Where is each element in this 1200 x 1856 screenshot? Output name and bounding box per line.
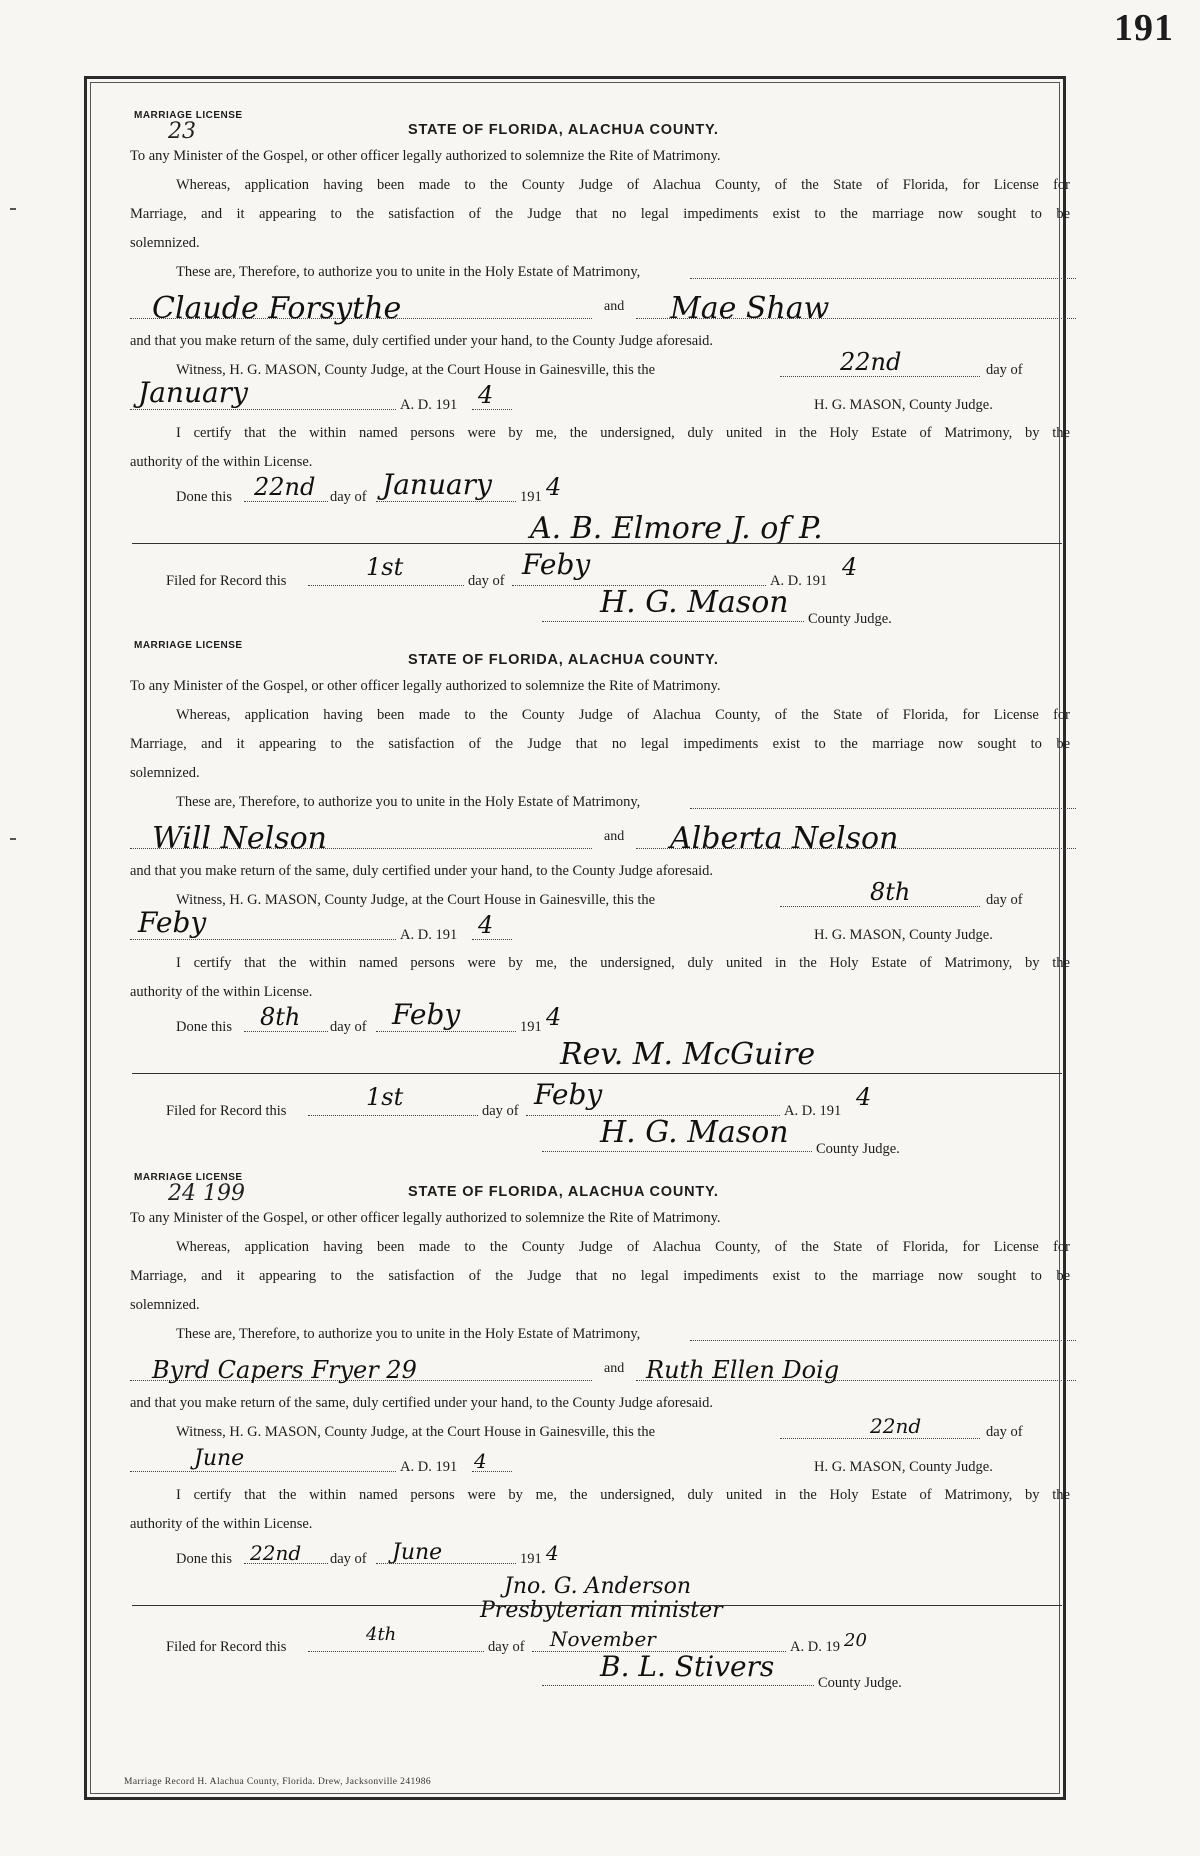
done-month: June bbox=[392, 1540, 443, 1565]
margin-mark bbox=[10, 838, 16, 840]
dotted-rule bbox=[690, 278, 1076, 279]
day-of-label: day of bbox=[986, 892, 1023, 908]
groom-name: Will Nelson bbox=[152, 821, 328, 856]
dotted-rule bbox=[780, 376, 980, 377]
certify-line: I certify that the within named persons were by me, the undersigned, duly united in the Holy Estate of Matrimony, by the bbox=[176, 425, 1070, 441]
ad-label: A. D. 191 bbox=[400, 397, 458, 413]
filed-label: Filed for Record this bbox=[166, 1639, 287, 1655]
filed-year: 4 bbox=[856, 1083, 872, 1111]
officiant-signature: Jno. G. Anderson bbox=[504, 1574, 691, 1599]
marriage-license-record bbox=[130, 1172, 1070, 1695]
ad-label: A. D. 191 bbox=[400, 927, 458, 943]
witness-year: 4 bbox=[478, 911, 494, 939]
dotted-rule bbox=[308, 1651, 484, 1652]
done-year: 4 bbox=[546, 1003, 562, 1031]
dotted-rule bbox=[472, 409, 512, 410]
address-line: To any Minister of the Gospel, or other officer legally authorized to solemnize the Rite of Matrimony. bbox=[130, 678, 721, 694]
whereas-line: Marriage, and it appearing to the satisfaction of the Judge that no legal impediments exist to the marriage now sought to be bbox=[130, 206, 1070, 222]
done-this-label: Done this bbox=[176, 489, 232, 505]
whereas-line: Marriage, and it appearing to the satisfaction of the Judge that no legal impediments exist to the marriage now sought to be bbox=[130, 736, 1070, 752]
dotted-rule bbox=[542, 1685, 814, 1686]
bride-name: Mae Shaw bbox=[670, 291, 830, 326]
done-year-prefix: 191 bbox=[520, 1551, 542, 1567]
whereas-line: Whereas, application having been made to the County Judge of Alachua County, of the State of Florida, for License for bbox=[176, 177, 1070, 193]
names-row bbox=[130, 287, 1070, 327]
groom-name: Byrd Capers Fryer 29 bbox=[152, 1356, 417, 1384]
witness-day: 8th bbox=[870, 878, 911, 906]
address-line: To any Minister of the Gospel, or other officer legally authorized to solemnize the Rite of Matrimony. bbox=[130, 148, 721, 164]
ad-label: A. D. 191 bbox=[400, 1459, 458, 1475]
license-number: 24 199 bbox=[168, 1181, 245, 1206]
dotted-rule bbox=[542, 1151, 812, 1152]
and-word: and bbox=[604, 1361, 625, 1376]
certify-line: authority of the within License. bbox=[130, 984, 313, 1000]
whereas-line: Whereas, application having been made to the County Judge of Alachua County, of the State of Florida, for License for bbox=[176, 707, 1070, 723]
certify-line: authority of the within License. bbox=[130, 1516, 313, 1532]
witness-day: 22nd bbox=[840, 348, 902, 376]
dotted-rule bbox=[308, 585, 464, 586]
dotted-rule bbox=[130, 409, 396, 410]
whereas-line: solemnized. bbox=[130, 1297, 200, 1313]
filed-signature: B. L. Stivers bbox=[600, 1650, 775, 1683]
margin-mark bbox=[10, 208, 16, 210]
county-judge-label: County Judge. bbox=[818, 1675, 902, 1691]
witness-month: June bbox=[194, 1446, 245, 1471]
officiant-signature: Rev. M. McGuire bbox=[560, 1037, 816, 1072]
dotted-rule bbox=[244, 1031, 328, 1032]
done-day-of-label: day of bbox=[330, 1551, 367, 1567]
filed-month: Feby bbox=[522, 548, 591, 581]
license-title: STATE OF FLORIDA, ALACHUA COUNTY. bbox=[408, 1184, 719, 1200]
judge-printed-signature: H. G. MASON, County Judge. bbox=[814, 1459, 993, 1475]
dotted-rule bbox=[542, 621, 804, 622]
filed-month: November bbox=[550, 1627, 656, 1651]
whereas-line: solemnized. bbox=[130, 235, 200, 251]
return-clause: and that you make return of the same, duly certified under your hand, to the County Judge aforesaid. bbox=[130, 333, 714, 349]
bride-name: Ruth Ellen Doig bbox=[646, 1356, 840, 1384]
filed-year: 4 bbox=[842, 553, 858, 581]
filed-label: Filed for Record this bbox=[166, 1103, 287, 1119]
footer-imprint: Marriage Record H. Alachua County, Florida. Drew, Jacksonville 241986 bbox=[124, 1777, 432, 1787]
day-of-label: day of bbox=[986, 362, 1023, 378]
done-year-prefix: 191 bbox=[520, 489, 542, 505]
dotted-rule bbox=[376, 1031, 516, 1032]
witness-year: 4 bbox=[478, 381, 494, 409]
address-line: To any Minister of the Gospel, or other officer legally authorized to solemnize the Rite of Matrimony. bbox=[130, 1210, 721, 1226]
filed-day: 4th bbox=[366, 1624, 397, 1645]
filed-month: Feby bbox=[534, 1078, 603, 1111]
witness-line: Witness, H. G. MASON, County Judge, at the Court House in Gainesville, this the bbox=[176, 1424, 656, 1440]
witness-day: 22nd bbox=[870, 1414, 922, 1438]
return-clause: and that you make return of the same, duly certified under your hand, to the County Judge aforesaid. bbox=[130, 863, 714, 879]
dotted-rule bbox=[690, 808, 1076, 809]
dotted-rule bbox=[308, 1115, 478, 1116]
done-month: Feby bbox=[392, 998, 461, 1031]
dotted-rule bbox=[472, 939, 512, 940]
filed-ad-label: A. D. 191 bbox=[784, 1103, 842, 1119]
license-label: MARRIAGE LICENSE bbox=[134, 640, 243, 651]
license-number: 23 bbox=[168, 119, 196, 144]
done-day-of-label: day of bbox=[330, 489, 367, 505]
marriage-license-record bbox=[130, 640, 1070, 1161]
names-row bbox=[130, 1349, 1070, 1389]
filed-day-of-label: day of bbox=[488, 1639, 525, 1655]
whereas-line: solemnized. bbox=[130, 765, 200, 781]
witness-line: Witness, H. G. MASON, County Judge, at the Court House in Gainesville, this the bbox=[176, 892, 656, 908]
filed-ad-label: A. D. 19 bbox=[790, 1639, 840, 1655]
dotted-rule bbox=[376, 501, 516, 502]
done-this-label: Done this bbox=[176, 1019, 232, 1035]
witness-month: Feby bbox=[138, 906, 207, 939]
bride-name: Alberta Nelson bbox=[670, 821, 899, 856]
authorize-line: These are, Therefore, to authorize you to unite in the Holy Estate of Matrimony, bbox=[176, 794, 641, 810]
license-title: STATE OF FLORIDA, ALACHUA COUNTY. bbox=[408, 122, 719, 138]
license-title: STATE OF FLORIDA, ALACHUA COUNTY. bbox=[408, 652, 719, 668]
dotted-rule bbox=[130, 1471, 396, 1472]
filed-ad-label: A. D. 191 bbox=[770, 573, 828, 589]
filed-day-of-label: day of bbox=[482, 1103, 519, 1119]
done-this-label: Done this bbox=[176, 1551, 232, 1567]
done-day: 22nd bbox=[250, 1541, 302, 1565]
witness-line: Witness, H. G. MASON, County Judge, at the Court House in Gainesville, this the bbox=[176, 362, 656, 378]
done-month: January bbox=[382, 468, 492, 501]
filed-year: 20 bbox=[844, 1630, 867, 1651]
license-label: MARRIAGE LICENSE bbox=[134, 1172, 243, 1183]
dotted-rule bbox=[244, 501, 328, 502]
dotted-rule bbox=[690, 1340, 1076, 1341]
filed-day: 1st bbox=[366, 553, 404, 581]
done-year-prefix: 191 bbox=[520, 1019, 542, 1035]
return-clause: and that you make return of the same, duly certified under your hand, to the County Judge aforesaid. bbox=[130, 1395, 714, 1411]
judge-printed-signature: H. G. MASON, County Judge. bbox=[814, 927, 993, 943]
witness-year: 4 bbox=[474, 1449, 487, 1473]
authorize-line: These are, Therefore, to authorize you to unite in the Holy Estate of Matrimony, bbox=[176, 264, 641, 280]
filed-day: 1st bbox=[366, 1083, 404, 1111]
names-row bbox=[130, 817, 1070, 857]
certify-line: I certify that the within named persons were by me, the undersigned, duly united in the Holy Estate of Matrimony, by the bbox=[176, 1487, 1070, 1503]
judge-printed-signature: H. G. MASON, County Judge. bbox=[814, 397, 993, 413]
county-judge-label: County Judge. bbox=[808, 611, 892, 627]
section-rule bbox=[132, 1073, 1062, 1074]
whereas-line: Marriage, and it appearing to the satisfaction of the Judge that no legal impediments exist to the marriage now sought to be bbox=[130, 1268, 1070, 1284]
done-day: 8th bbox=[260, 1003, 301, 1031]
filed-label: Filed for Record this bbox=[166, 573, 287, 589]
section-rule bbox=[132, 543, 1062, 544]
done-year: 4 bbox=[546, 473, 562, 501]
certify-line: authority of the within License. bbox=[130, 454, 313, 470]
day-of-label: day of bbox=[986, 1424, 1023, 1440]
done-year: 4 bbox=[546, 1541, 559, 1565]
groom-name: Claude Forsythe bbox=[152, 291, 402, 326]
section-rule bbox=[132, 1605, 1062, 1606]
dotted-rule bbox=[780, 1438, 980, 1439]
whereas-line: Whereas, application having been made to the County Judge of Alachua County, of the State of Florida, for License for bbox=[176, 1239, 1070, 1255]
filed-day-of-label: day of bbox=[468, 573, 505, 589]
marriage-license-record bbox=[130, 110, 1070, 631]
certify-line: I certify that the within named persons were by me, the undersigned, duly united in the Holy Estate of Matrimony, by the bbox=[176, 955, 1070, 971]
officiant-title: Presbyterian minister bbox=[480, 1598, 723, 1623]
filed-signature: H. G. Mason bbox=[600, 585, 789, 620]
and-word: and bbox=[604, 299, 625, 314]
page-number: 191 bbox=[1114, 7, 1174, 49]
officiant-signature: A. B. Elmore J. of P. bbox=[530, 511, 823, 546]
witness-month: January bbox=[138, 376, 248, 409]
dotted-rule bbox=[130, 939, 396, 940]
done-day: 22nd bbox=[254, 473, 316, 501]
dotted-rule bbox=[780, 906, 980, 907]
license-label: MARRIAGE LICENSE bbox=[134, 110, 243, 121]
authorize-line: These are, Therefore, to authorize you to unite in the Holy Estate of Matrimony, bbox=[176, 1326, 641, 1342]
and-word: and bbox=[604, 829, 625, 844]
done-day-of-label: day of bbox=[330, 1019, 367, 1035]
county-judge-label: County Judge. bbox=[816, 1141, 900, 1157]
filed-signature: H. G. Mason bbox=[600, 1115, 789, 1150]
